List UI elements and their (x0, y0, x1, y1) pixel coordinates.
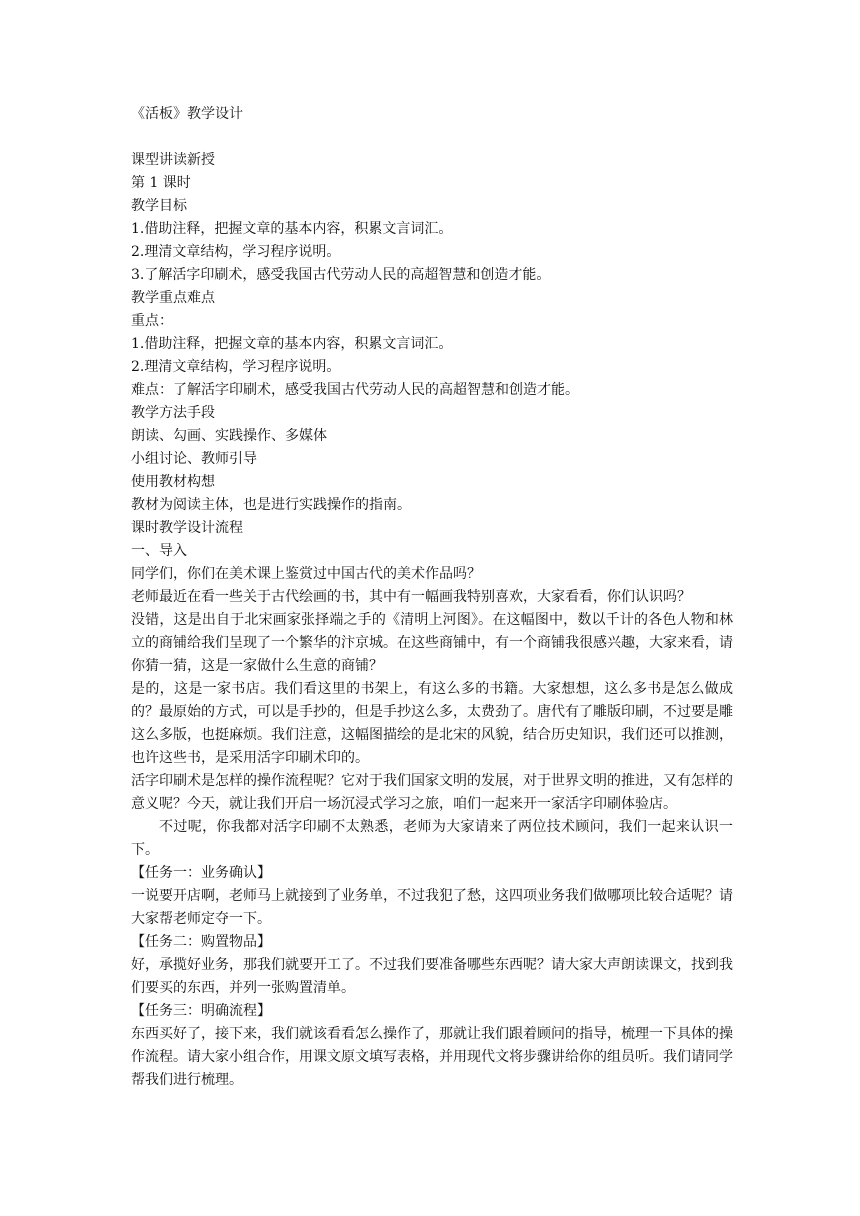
section-heading-process: 课时教学设计流程 (131, 520, 243, 536)
paragraph: 东西买好了，接下来，我们就该看看怎么操作了，那就让我们跟着顾问的指导，梳理一下具体的操作流程。请大家小组合作，用课文原文填写表格，并用现代文将步骤讲给你的组员听。我们请同学帮我们进行梳理。 (131, 1026, 733, 1088)
key-point-item: 1.借助注释，把握文章的基本内容，积累文言词汇。 (131, 336, 453, 352)
task-heading-3: 【任务三：明确流程】 (131, 1003, 271, 1019)
subheading-introduction: 一、导入 (131, 543, 187, 559)
lesson-type: 课型讲读新授 (131, 152, 215, 168)
method-item: 小组讨论、教师引导 (131, 451, 257, 467)
key-points-label: 重点： (131, 313, 173, 329)
section-heading-objectives: 教学目标 (131, 198, 187, 214)
paragraph: 好，承揽好业务，那我们就要开工了。不过我们要准备哪些东西呢？请大家大声朗读课文，找到我们要买的东西，并列一张购置清单。 (131, 957, 733, 996)
lesson-period: 第 1 课时 (131, 175, 191, 191)
paragraph: 一说要开店啊，老师马上就接到了业务单，不过我犯了愁，这四项业务我们做哪项比较合适呢？请大家帮老师定夺一下。 (131, 888, 733, 927)
section-heading-materials: 使用教材构想 (131, 474, 215, 490)
paragraph: 活字印刷术是怎样的操作流程呢？它对于我们国家文明的发展，对于世界文明的推进，又有怎样的意义呢？今天，就让我们开启一场沉浸式学习之旅，咱们一起来开一家活字印刷体验店。 (131, 773, 733, 812)
paragraph: 同学们，你们在美术课上鉴赏过中国古代的美术作品吗？ (131, 566, 481, 582)
document-body (131, 103, 733, 1092)
section-heading-methods: 教学方法手段 (131, 405, 215, 421)
method-item: 朗读、勾画、实践操作、多媒体 (131, 428, 327, 444)
objective-item: 2.理清文章结构，学习程序说明。 (131, 244, 341, 260)
paragraph-indented: 不过呢，你我都对活字印刷不太熟悉，老师为大家请来了两位技术顾问，我们一起来认识一下。 (131, 819, 733, 858)
document-title: 《活板》教学设计 (131, 106, 243, 122)
materials-text: 教材为阅读主体，也是进行实践操作的指南。 (131, 497, 411, 513)
task-heading-2: 【任务二：购置物品】 (131, 934, 271, 950)
paragraph: 没错，这是出自于北宋画家张择端之手的《清明上河图》。在这幅图中，数以千计的各色人物和林立的商铺给我们呈现了一个繁华的汴京城。在这些商铺中，有一个商铺我很感兴趣，大家来看，请你猜一猜，这是一家做什么生意的商铺？ (131, 612, 733, 674)
paragraph: 老师最近在看一些关于古代绘画的书，其中有一幅画我特别喜欢，大家看看，你们认识吗？ (131, 589, 691, 605)
difficulty-item: 难点：了解活字印刷术，感受我国古代劳动人民的高超智慧和创造才能。 (131, 382, 579, 398)
key-point-item: 2.理清文章结构，学习程序说明。 (131, 359, 341, 375)
paragraph: 是的，这是一家书店。我们看这里的书架上，有这么多的书籍。大家想想，这么多书是怎么做成的？最原始的方式，可以是手抄的，但是手抄这么多，太费劲了。唐代有了雕版印刷，不过要是雕这么多版，也挺麻烦。我们注意，这幅图描绘的是北宋的风貌，结合历史知识，我们还可以推测，也许这些书，是采用活字印刷术印的。 (131, 681, 733, 766)
section-heading-key-points: 教学重点难点 (131, 290, 215, 306)
task-heading-1: 【任务一：业务确认】 (131, 865, 271, 881)
objective-item: 3.了解活字印刷术，感受我国古代劳动人民的高超智慧和创造才能。 (131, 267, 551, 283)
objective-item: 1.借助注释，把握文章的基本内容，积累文言词汇。 (131, 221, 453, 237)
